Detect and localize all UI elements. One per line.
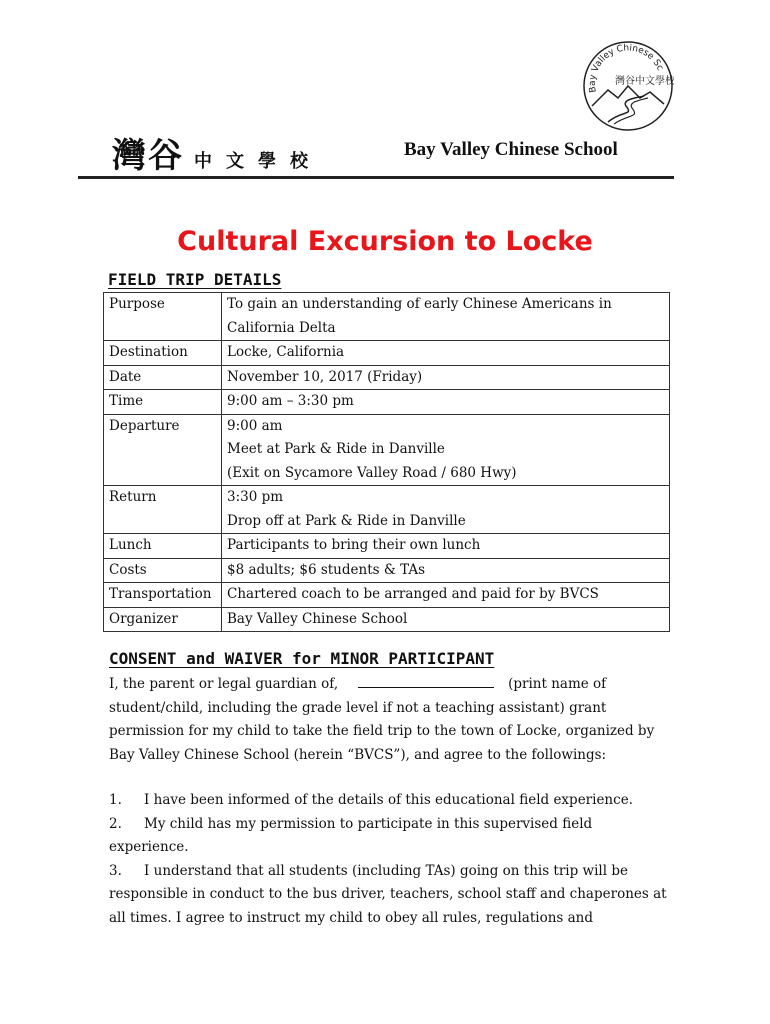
table-row (104, 390, 670, 415)
consent-intro-rest: student/child, including the grade level if not a teaching assistant) grant permission for my child to take the field trip to the town of Locke, organized by Bay Valley Chinese School (herein “BVCS”), and agree to the followings: (109, 699, 655, 763)
consent-item-number: 3. (109, 862, 122, 879)
table-row (104, 486, 670, 534)
row-label: Transportation (104, 583, 222, 608)
row-label: Return (104, 486, 222, 534)
row-value-line: Locke, California (227, 344, 345, 360)
row-value (222, 534, 670, 559)
school-name-cn-large: 灣谷 (112, 136, 184, 176)
row-value-line: 9:00 am (227, 417, 283, 434)
row-value-line: Drop off at Park & Ride in Danville (227, 512, 466, 529)
page-title: Cultural Excursion to Locke (177, 226, 593, 257)
school-name-cn-small: 中文學校 (194, 151, 322, 172)
school-name-english: Bay Valley Chinese School (404, 139, 618, 160)
consent-item-text: My child has my permission to participate in this supervised field experience. (109, 815, 593, 855)
consent-heading: CONSENT and WAIVER for MINOR PARTICIPANT (109, 649, 495, 668)
row-value-line: Meet at Park & Ride in Danville (227, 441, 445, 457)
school-name-chinese (112, 128, 322, 177)
consent-item-number: 2. (109, 815, 122, 832)
row-label: Organizer (104, 607, 222, 632)
svg-text:灣谷中文學校: 灣谷中文學校 (615, 76, 674, 87)
row-label: Time (104, 390, 222, 415)
row-value-line: (Exit on Sycamore Valley Road / 680 Hwy) (227, 464, 517, 481)
school-logo (582, 40, 674, 132)
row-value (222, 365, 670, 390)
consent-items (109, 789, 669, 930)
consent-intro (109, 673, 669, 767)
field-trip-heading: FIELD TRIP DETAILS (108, 270, 282, 289)
consent-intro-start: I, the parent or legal guardian of, (109, 676, 339, 692)
consent-intro-after-blank: (print name of (508, 676, 607, 692)
header-divider (78, 176, 674, 179)
row-label: Destination (104, 341, 222, 366)
table-row (104, 341, 670, 366)
row-value (222, 414, 670, 486)
row-value (222, 293, 670, 341)
child-name-blank[interactable] (358, 673, 494, 688)
row-value-line: 3:30 pm (227, 489, 284, 505)
row-value-line: Participants to bring their own lunch (227, 537, 481, 553)
consent-item (109, 813, 669, 860)
row-value-line: $8 adults; $6 students & TAs (227, 561, 426, 578)
row-value-line: 9:00 am – 3:30 pm (227, 393, 354, 409)
table-row (104, 607, 670, 632)
row-value (222, 607, 670, 632)
table-row (104, 583, 670, 608)
svg-text:Bay Valley Chinese School: Bay Valley Chinese Sc (587, 43, 665, 94)
row-label: Lunch (104, 534, 222, 559)
row-value (222, 390, 670, 415)
row-value-line: To gain an understanding of early Chinese Americans in (227, 296, 612, 312)
table-row (104, 558, 670, 583)
consent-item-text: I have been informed of the details of this educational field experience. (144, 792, 633, 808)
table-row (104, 534, 670, 559)
table-row (104, 414, 670, 486)
school-logo-icon (582, 40, 674, 132)
row-label: Date (104, 365, 222, 390)
field-trip-table (103, 292, 670, 632)
row-label: Costs (104, 558, 222, 583)
row-value (222, 341, 670, 366)
consent-item (109, 860, 669, 931)
row-value-line: Bay Valley Chinese School (227, 610, 408, 627)
consent-item-text: I understand that all students (including TAs) going on this trip will be responsible in conduct to the bus driver, teachers, school staff and chaperones at all times. I agree to instruct my child to obey all rules, regulations and (109, 862, 667, 926)
table-row (104, 365, 670, 390)
consent-item-number: 1. (109, 792, 122, 808)
row-value-line: Chartered coach to be arranged and paid for by BVCS (227, 586, 599, 602)
row-value-line: California Delta (227, 319, 336, 336)
table-row (104, 293, 670, 341)
row-value-line: November 10, 2017 (Friday) (227, 368, 423, 385)
row-label: Purpose (104, 293, 222, 341)
row-value (222, 583, 670, 608)
row-label: Departure (104, 414, 222, 486)
row-value (222, 486, 670, 534)
consent-item (109, 789, 669, 813)
row-value (222, 558, 670, 583)
